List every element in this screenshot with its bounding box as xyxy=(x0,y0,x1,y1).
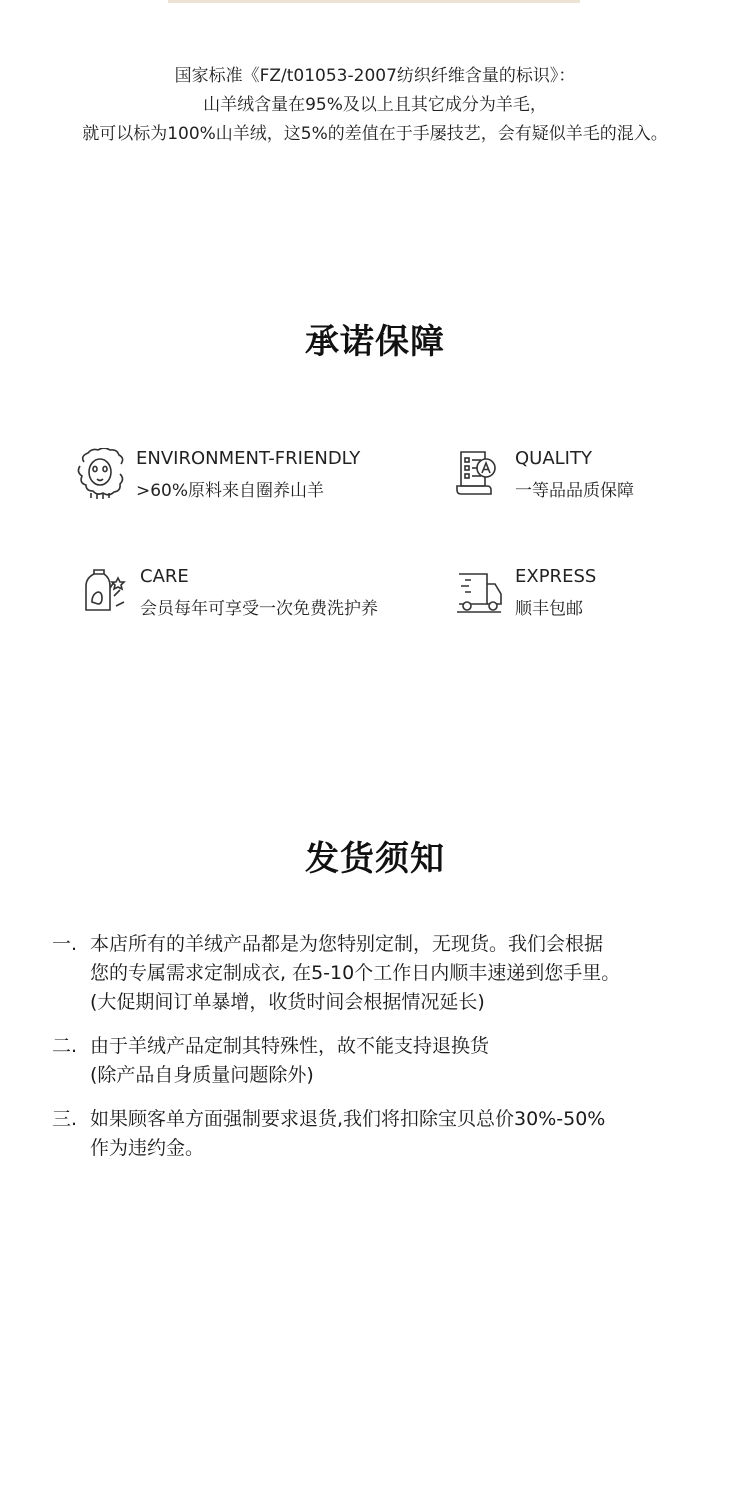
promise-section-title: 承诺保障 xyxy=(305,322,445,362)
sheep-icon xyxy=(76,448,124,500)
list-item-text: 作为违约金。 xyxy=(90,1137,205,1159)
cleaning-bottle-icon xyxy=(80,566,128,618)
feature-en-label: CARE xyxy=(140,566,189,587)
list-item-text: 如果顾客单方面强制要求退货,我们将扣除宝贝总价30%-50% xyxy=(90,1108,606,1130)
standard-intro xyxy=(0,62,750,149)
list-item-text: (除产品自身质量问题除外) xyxy=(90,1064,314,1086)
list-item-text: 您的专属需求定制成衣, 在5-10个工作日内顺丰速递到您手里。 xyxy=(90,962,621,984)
list-item xyxy=(52,930,722,1017)
intro-line: 就可以标为100%山羊绒，这5%的差值在于手屡技艺，会有疑似羊毛的混入。 xyxy=(82,124,668,144)
feature-en-label: ENVIRONMENT-FRIENDLY xyxy=(136,448,361,469)
list-item-number: 一. xyxy=(52,933,78,955)
quality-document-icon xyxy=(455,448,503,500)
list-item-number: 三. xyxy=(52,1108,78,1130)
shipping-notice-list xyxy=(52,930,722,1178)
feature-en-label: QUALITY xyxy=(515,448,592,469)
feature-en-label: EXPRESS xyxy=(515,566,597,587)
delivery-truck-icon xyxy=(455,566,503,618)
list-item xyxy=(52,1032,722,1090)
list-item-number: 二. xyxy=(52,1035,78,1057)
list-item-text: 由于羊绒产品定制其特殊性，故不能支持退换货 xyxy=(90,1035,490,1057)
feature-cn-label: 顺丰包邮 xyxy=(515,599,583,619)
intro-line: 国家标准《FZ/t01053-2007纺织纤维含量的标识》： xyxy=(174,66,576,86)
feature-cn-label: 会员每年可享受一次免费洗护养 xyxy=(140,599,378,619)
shipping-section-title: 发货须知 xyxy=(305,839,445,879)
top-decorative-bar xyxy=(168,0,580,3)
feature-cn-label: 一等品品质保障 xyxy=(515,481,634,501)
intro-line: 山羊绒含量在95%及以上且其它成分为羊毛， xyxy=(203,95,547,115)
list-item-text: (大促期间订单暴增，收货时间会根据情况延长) xyxy=(90,991,485,1013)
list-item-text: 本店所有的羊绒产品都是为您特别定制，无现货。我们会根据 xyxy=(90,933,604,955)
feature-cn-label: >60%原料来自圈养山羊 xyxy=(136,481,325,501)
list-item xyxy=(52,1105,722,1163)
